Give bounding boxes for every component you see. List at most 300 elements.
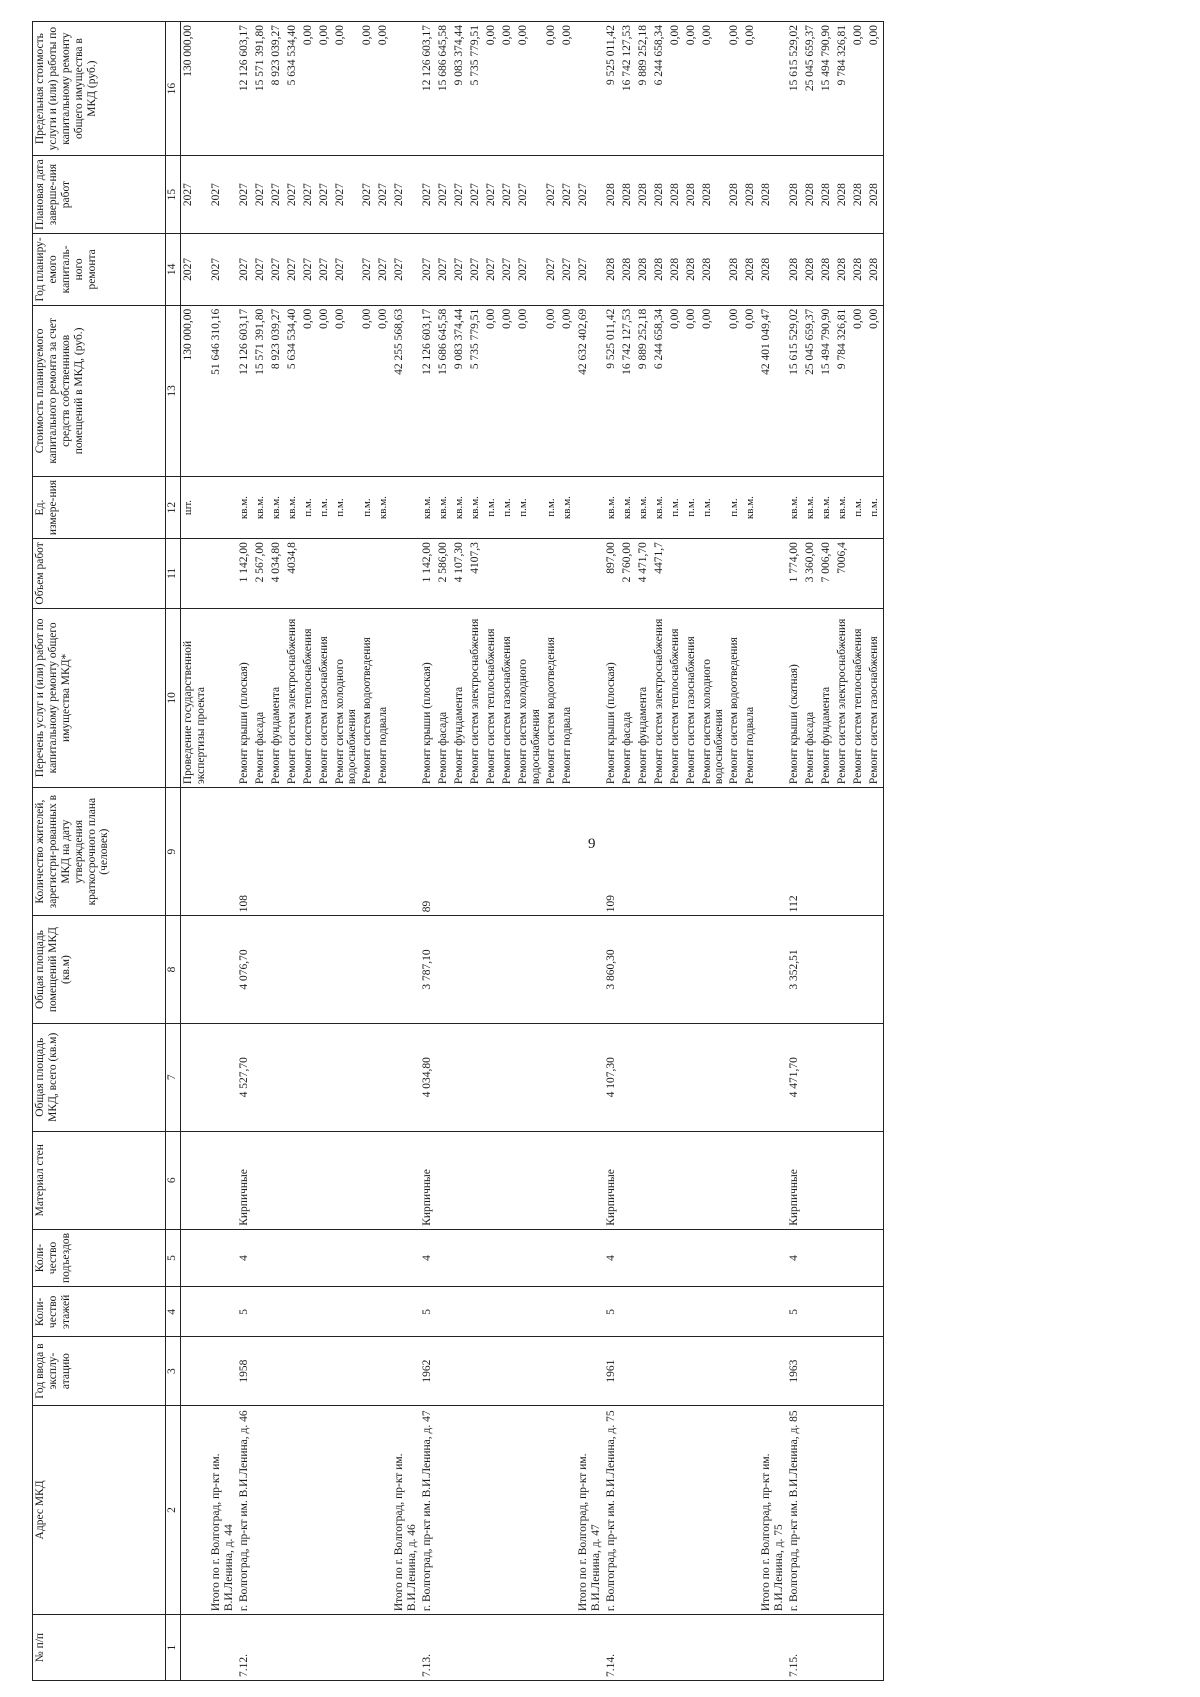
cost-cell: 0,00 [560,305,576,476]
area-rooms: 3 352,51 [787,916,803,1024]
table-row [237,22,253,1681]
table-cell [269,1405,285,1614]
work-name: Ремонт подвала [743,608,759,788]
table-cell [684,1405,700,1614]
cost-cell: 0,00 [700,305,728,476]
volume-cell: 1 142,00 [237,539,253,608]
table-cell [759,1023,787,1131]
year-cell: 2028 [743,233,759,305]
table-cell [452,1229,468,1286]
entrances-cell: 4 [604,1229,620,1286]
volume-cell [376,539,392,608]
column-header: Объем работ [33,539,166,608]
date-cell: 2027 [436,156,452,234]
table-cell [392,788,420,916]
table-cell [516,1229,544,1286]
table-row [803,22,819,1681]
column-number: 2 [166,1405,181,1614]
address-cell: г. Волгоград, пр-кт им. В.И.Ленина, д. 75 [604,1405,620,1614]
table-cell [317,1405,333,1614]
table-cell [333,1131,361,1229]
table-cell [333,1337,361,1405]
table-row [285,22,301,1681]
work-name: Ремонт фундамента [636,608,652,788]
table-cell [835,788,851,916]
table-row [500,22,516,1681]
table-cell [484,1131,500,1229]
table-cell [285,1337,301,1405]
table-cell [851,916,867,1024]
volume-cell [560,539,576,608]
year-built: 1962 [420,1337,436,1405]
table-cell [301,788,317,916]
table-cell [668,1131,684,1229]
table-row [360,22,376,1681]
unit-cell: п.м. [867,476,884,538]
table-cell [484,788,500,916]
table-cell [851,788,867,916]
table-cell [620,1131,636,1229]
volume-cell [727,539,743,608]
table-cell [684,1287,700,1337]
table-row [484,22,500,1681]
column-header: Общая площадь помещений МКД (кв.м) [33,916,166,1024]
table-cell [544,1615,560,1681]
volume-cell: 2 567,00 [253,539,269,608]
area-total: 4 471,70 [787,1023,803,1131]
table-cell [727,1287,743,1337]
table-cell [360,1405,376,1614]
unit-cell: кв.м. [620,476,636,538]
column-number: 8 [166,916,181,1024]
table-cell [392,1229,420,1286]
table-cell [301,1287,317,1337]
table-cell [759,1287,787,1337]
limit-cell: 9 784 326,81 [835,22,851,156]
column-number: 11 [166,539,181,608]
table-cell [484,1287,500,1337]
limit-cell: 0,00 [560,22,576,156]
table-cell [560,1405,576,1614]
table-row [620,22,636,1681]
table-row [420,22,436,1681]
table-cell [668,1405,684,1614]
address-cell: г. Волгоград, пр-кт им. В.И.Ленина, д. 47 [420,1405,436,1614]
column-header: Коли-чество подъездов [33,1229,166,1286]
table-cell [652,788,668,916]
table-cell [560,1229,576,1286]
table-cell [576,788,604,916]
table-cell [181,1023,209,1131]
date-cell: 2027 [253,156,269,234]
table-cell [452,1023,468,1131]
limit-cell: 15 571 391,80 [253,22,269,156]
table-cell [376,1287,392,1337]
table-cell [468,1337,484,1405]
material-cell: Кирпичные [787,1131,803,1229]
table-cell [392,1337,420,1405]
table-cell [576,22,604,156]
cost-cell: 0,00 [684,305,700,476]
material-cell: Кирпичные [604,1131,620,1229]
table-cell [759,1615,787,1681]
table-cell [360,1023,376,1131]
unit-cell: кв.м. [560,476,576,538]
cost-cell: 0,00 [317,305,333,476]
limit-cell: 0,00 [484,22,500,156]
table-cell [301,1229,317,1286]
table-cell [544,916,560,1024]
table-cell [743,1337,759,1405]
date-cell: 2028 [620,156,636,234]
year-cell: 2028 [835,233,851,305]
year-cell: 2027 [317,233,333,305]
table-cell [835,1615,851,1681]
year-cell: 2028 [787,233,803,305]
cost-cell: 9 784 326,81 [835,305,851,476]
table-cell [560,1023,576,1131]
column-header: Адрес МКД [33,1405,166,1614]
table-cell [484,1337,500,1405]
date-cell: 2028 [668,156,684,234]
row-number: 7.14. [604,1615,620,1681]
volume-cell: 2 586,00 [436,539,452,608]
cost-cell: 0,00 [544,305,560,476]
table-cell [668,1023,684,1131]
table-cell [576,916,604,1024]
year-cell: 2028 [851,233,867,305]
table-row [727,22,743,1681]
table-row [376,22,392,1681]
table-cell [700,788,728,916]
year-cell: 2027 [436,233,452,305]
area-rooms: 3 860,30 [604,916,620,1024]
year-built: 1961 [604,1337,620,1405]
material-cell: Кирпичные [420,1131,436,1229]
entrances-cell: 4 [237,1229,253,1286]
year-cell: 2028 [700,233,728,305]
table-cell [835,1287,851,1337]
volume-cell [684,539,700,608]
table-cell [867,1287,884,1337]
table-cell [560,916,576,1024]
table-row [452,22,468,1681]
table-cell [317,1615,333,1681]
unit-cell: п.м. [516,476,544,538]
volume-cell: 897,00 [604,539,620,608]
date-cell: 2027 [544,156,560,234]
column-number: 13 [166,305,181,476]
year-cell: 2027 [360,233,376,305]
work-name: Ремонт систем газоснабжения [867,608,884,788]
volume-cell: 3 360,00 [803,539,819,608]
cost-cell: 9 889 252,18 [636,305,652,476]
table-cell [376,1615,392,1681]
table-cell [360,1131,376,1229]
table-cell [181,1131,209,1229]
floors-cell: 5 [787,1287,803,1337]
volume-cell [867,539,884,608]
date-cell: 2028 [851,156,867,234]
unit-cell: п.м. [851,476,867,538]
table-cell [652,1615,668,1681]
table-cell [544,1131,560,1229]
table-cell [452,1287,468,1337]
column-header: Перечень услуг и (или) работ по капитальному ремонту общего имущества МКД* [33,608,166,788]
table-cell [684,1337,700,1405]
date-cell: 2027 [452,156,468,234]
date-cell: 2028 [652,156,668,234]
unit-cell: кв.м. [743,476,759,538]
table-cell [851,1131,867,1229]
work-name: Ремонт подвала [376,608,392,788]
table-cell [867,1131,884,1229]
table-cell [436,1023,452,1131]
table-cell [516,1023,544,1131]
cost-cell: 0,00 [484,305,500,476]
volume-cell: 4 471,70 [636,539,652,608]
table-cell [253,1615,269,1681]
year-cell: 2027 [301,233,317,305]
work-name: Ремонт систем электроснабжения [468,608,484,788]
table-cell [392,1131,420,1229]
table-cell [468,1023,484,1131]
cost-cell: 130 000,00 [181,305,209,476]
table-row [436,22,452,1681]
table-cell [636,1405,652,1614]
date-cell: 2028 [636,156,652,234]
year-cell: 2028 [636,233,652,305]
table-cell [851,1337,867,1405]
cost-cell: 0,00 [668,305,684,476]
year-cell: 2027 [376,233,392,305]
table-row [269,22,285,1681]
volume-cell [317,539,333,608]
table-cell [684,1229,700,1286]
table-cell [500,1023,516,1131]
cost-cell: 12 126 603,17 [420,305,436,476]
table-cell [468,1615,484,1681]
entrances-cell: 4 [787,1229,803,1286]
work-name: Ремонт систем водоотведения [360,608,376,788]
floors-cell: 5 [420,1287,436,1337]
address-cell: г. Волгоград, пр-кт им. В.И.Ленина, д. 85 [787,1405,803,1614]
table-cell [468,1229,484,1286]
table-cell [803,1131,819,1229]
work-name: Ремонт систем газоснабжения [684,608,700,788]
table-cell [436,1405,452,1614]
unit-cell: кв.м. [468,476,484,538]
year-cell: 2027 [452,233,468,305]
table-cell [269,1229,285,1286]
carry-row [181,22,209,1681]
table-cell [209,1615,237,1681]
table-cell [376,1229,392,1286]
table-cell [500,1229,516,1286]
year-cell: 2028 [759,233,787,305]
residents-cell: 112 [787,788,803,916]
table-row [516,22,544,1681]
table-cell [636,916,652,1024]
table-row [560,22,576,1681]
table-cell [484,1405,500,1614]
table-cell [285,788,301,916]
table-cell [636,1229,652,1286]
volume-cell [360,539,376,608]
table-cell [851,1615,867,1681]
limit-cell: 9 083 374,44 [452,22,468,156]
date-cell: 2027 [317,156,333,234]
table-cell [700,916,728,1024]
cost-cell: 15 494 790,90 [819,305,835,476]
table-cell [700,1337,728,1405]
unit-cell: п.м. [317,476,333,538]
volume-cell: 1 774,00 [787,539,803,608]
work-name: Ремонт фасада [253,608,269,788]
table-cell [684,1131,700,1229]
table-cell [743,1615,759,1681]
table-cell [333,1615,361,1681]
year-cell: 2028 [819,233,835,305]
table-cell [500,788,516,916]
cost-cell: 0,00 [743,305,759,476]
table-cell [560,1337,576,1405]
unit-cell: кв.м. [253,476,269,538]
table-cell [468,916,484,1024]
table-cell [819,1337,835,1405]
unit-cell: п.м. [727,476,743,538]
work-name: Ремонт систем электроснабжения [285,608,301,788]
cost-cell: 15 686 645,58 [436,305,452,476]
table-cell [333,1229,361,1286]
table-cell [253,1405,269,1614]
table-cell [253,916,269,1024]
cost-cell: 0,00 [500,305,516,476]
table-cell [576,1287,604,1337]
date-cell: 2028 [835,156,851,234]
year-cell: 2027 [576,233,604,305]
table-row [333,22,361,1681]
table-cell [209,1131,237,1229]
date-cell: 2027 [392,156,420,234]
table-cell [209,1023,237,1131]
table-cell [468,1287,484,1337]
table-row [787,22,803,1681]
column-number: 5 [166,1229,181,1286]
table-cell [819,788,835,916]
total-row [759,22,787,1681]
table-cell [803,1023,819,1131]
unit-cell: кв.м. [376,476,392,538]
limit-cell: 15 615 529,02 [787,22,803,156]
table-cell [209,22,237,156]
table-cell [743,1023,759,1131]
volume-cell [333,539,361,608]
table-cell [516,1287,544,1337]
total-cost: 42 632 402,69 [576,305,604,476]
table-cell [576,1337,604,1405]
table-cell [436,916,452,1024]
table-cell [285,1405,301,1614]
year-cell: 2027 [468,233,484,305]
volume-cell: 4471,7 [652,539,668,608]
column-header: Ед. измере-ния [33,476,166,538]
table-cell [436,1337,452,1405]
unit-cell: п.м. [500,476,516,538]
table-cell [269,788,285,916]
date-cell: 2027 [576,156,604,234]
cost-cell: 0,00 [727,305,743,476]
cost-cell: 9 083 374,44 [452,305,468,476]
table-cell [452,1615,468,1681]
table-cell [301,1615,317,1681]
year-built: 1958 [237,1337,253,1405]
work-name: Ремонт фасада [436,608,452,788]
limit-cell: 12 126 603,17 [237,22,253,156]
year-cell: 2027 [269,233,285,305]
year-cell: 2027 [209,233,237,305]
year-cell: 2027 [253,233,269,305]
table-cell [181,1615,209,1681]
table-row [700,22,728,1681]
column-header: Предельная стоимость услуги и (или) работы по капитальному ремонту общего имущества в МКД (руб.) [33,22,166,156]
unit-cell: кв.м. [604,476,620,538]
table-cell [285,1229,301,1286]
table-cell [360,1287,376,1337]
table-cell [620,1229,636,1286]
table-cell [867,916,884,1024]
table-cell [392,1023,420,1131]
work-name: Ремонт систем электроснабжения [652,608,668,788]
table-cell [759,788,787,916]
limit-cell: 0,00 [727,22,743,156]
unit-cell: кв.м. [420,476,436,538]
header-row [33,22,166,1681]
work-name: Ремонт систем теплоснабжения [668,608,684,788]
column-header: Год планиру-емого капиталь-ного ремонта [33,233,166,305]
work-name: Ремонт систем водоотведения [727,608,743,788]
table-cell [668,1287,684,1337]
date-cell: 2028 [700,156,728,234]
unit-cell: кв.м. [436,476,452,538]
table-cell [317,1131,333,1229]
table-cell [376,788,392,916]
row-number: 7.15. [787,1615,803,1681]
date-cell: 2028 [684,156,700,234]
column-number: 7 [166,1023,181,1131]
table-cell [360,1615,376,1681]
table-cell [803,1287,819,1337]
limit-cell: 0,00 [668,22,684,156]
table-cell [317,1287,333,1337]
table-cell [392,1615,420,1681]
table-cell [803,916,819,1024]
table-cell [317,1229,333,1286]
table-cell [867,1615,884,1681]
table-cell [209,1337,237,1405]
limit-cell: 0,00 [743,22,759,156]
table-cell [269,1337,285,1405]
table-cell [652,1229,668,1286]
table-cell [851,1287,867,1337]
table-cell [835,1131,851,1229]
table-cell [500,1405,516,1614]
table-cell [743,1131,759,1229]
table-cell [500,916,516,1024]
table-cell [253,1023,269,1131]
residents-cell: 109 [604,788,620,916]
table-cell [452,1337,468,1405]
